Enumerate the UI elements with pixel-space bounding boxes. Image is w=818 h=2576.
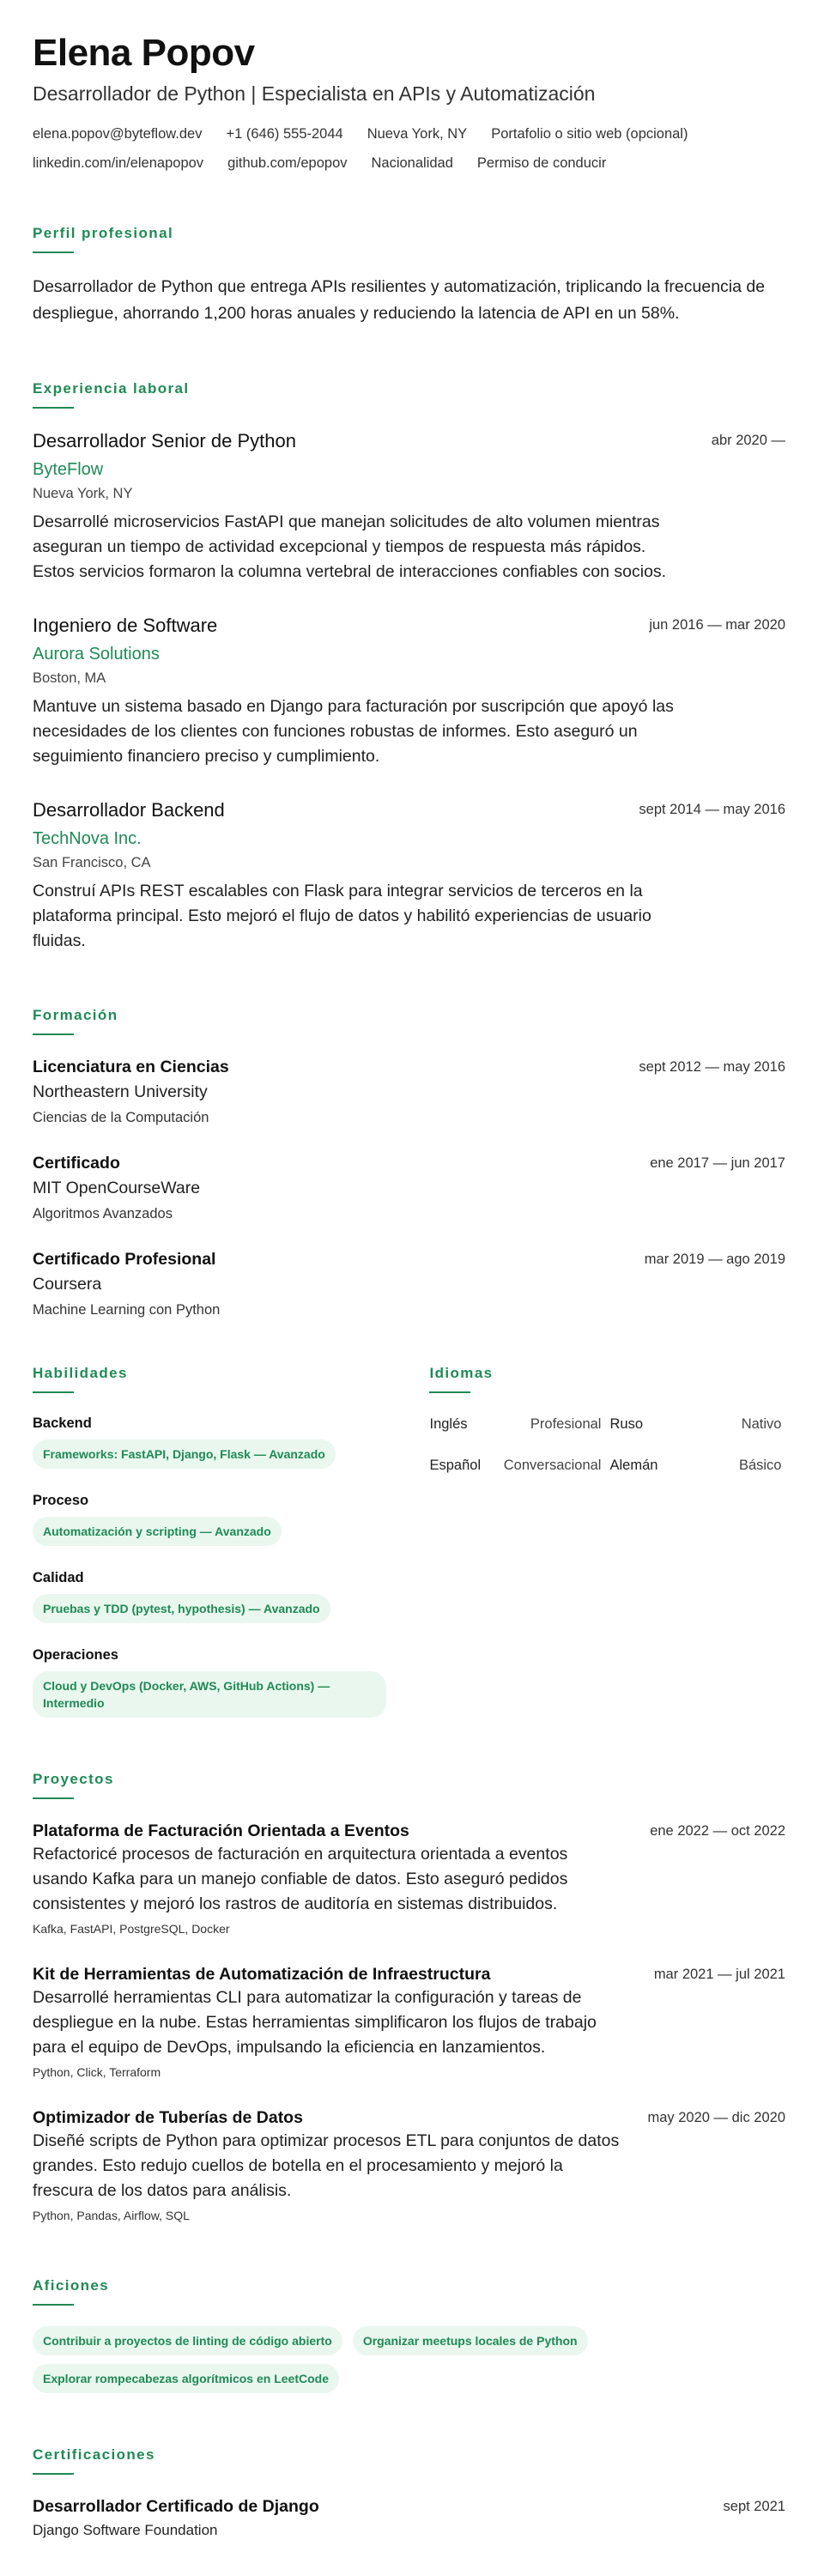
language-level: Básico <box>738 1458 782 1473</box>
contact-github[interactable]: github.com/epopov <box>227 155 348 171</box>
skills-languages-row <box>33 1365 785 1718</box>
language-name: Ruso <box>609 1416 644 1432</box>
section-title: Experiencia laboral <box>33 380 190 397</box>
certification-issuer: Django Software Foundation <box>33 2522 218 2538</box>
education-date: ene 2017 — jun 2017 <box>650 1155 785 1171</box>
education-section <box>33 1007 785 1320</box>
job-description: Construí APIs REST escalables con Flask para integrar servicios de terceros en la plataforma principal. Esto mejoró el flujo de datos y habilitó experiencias de usuario fluidas. <box>33 882 651 950</box>
education-field: Algoritmos Avanzados <box>33 1206 173 1221</box>
language-list <box>429 1414 785 1476</box>
section-divider <box>33 252 74 253</box>
contact-location: Nueva York, NY <box>367 126 468 142</box>
job-role: Desarrollador Backend <box>33 799 225 821</box>
project-description: Diseñé scripts de Python para optimizar procesos ETL para conjuntos de datos grandes. Esto redujo cuellos de botella en el procesamiento y mejoró la frescura de los datos para análisis. <box>33 2131 620 2200</box>
job-entry <box>33 429 785 585</box>
job-description: Mantuve un sistema basado en Django para facturación por suscripción que apoyó las necesidades de los clientes con funciones robustas de informes. Esto aseguró un seguimiento financiero preciso y cumplimiento. <box>33 697 674 766</box>
job-location: San Francisco, CA <box>33 855 151 870</box>
job-date: sept 2014 — may 2016 <box>639 802 785 817</box>
education-degree: Certificado <box>33 1154 120 1173</box>
education-institution: Northeastern University <box>33 1082 208 1101</box>
section-title: Perfil profesional <box>33 225 174 241</box>
education-institution: Coursera <box>33 1275 102 1294</box>
language-name: Español <box>429 1458 482 1473</box>
contact-portfolio[interactable]: Portafolio o sitio web (opcional) <box>491 126 688 142</box>
education-entry <box>33 1056 785 1128</box>
skill-group-name: Proceso <box>33 1493 89 1508</box>
contact-linkedin[interactable]: linkedin.com/in/elenapopov <box>33 155 204 171</box>
job-location: Nueva York, NY <box>33 486 133 501</box>
section-divider <box>33 1797 74 1799</box>
skill-group <box>33 1646 418 1718</box>
skill-group <box>33 1491 418 1546</box>
certification-date: sept 2021 <box>723 2499 785 2514</box>
project-tech: Python, Click, Terraform <box>33 2065 161 2079</box>
candidate-name: Elena Popov <box>33 32 255 74</box>
education-field: Ciencias de la Computación <box>33 1110 209 1125</box>
section-title: Formación <box>33 1007 118 1023</box>
hobby-list <box>33 2326 633 2393</box>
job-entry <box>33 614 785 769</box>
project-entry <box>33 2106 785 2224</box>
section-divider <box>33 2304 74 2306</box>
certifications-section <box>33 2446 785 2542</box>
hobby-chip: Organizar meetups locales de Python <box>353 2326 588 2355</box>
contact-email[interactable]: elena.popov@byteflow.dev <box>33 126 203 142</box>
job-date: abr 2020 — <box>711 433 785 448</box>
contact-license: Permiso de conducir <box>476 155 607 171</box>
education-entry <box>33 1152 785 1224</box>
education-date: sept 2012 — may 2016 <box>639 1059 785 1075</box>
resume-header <box>33 31 785 172</box>
education-institution: MIT OpenCourseWare <box>33 1179 201 1197</box>
contact-list <box>33 125 771 172</box>
education-entry <box>33 1248 785 1320</box>
certification-entry <box>33 2495 785 2542</box>
project-description: Refactoricé procesos de facturación en arquitectura orientada a eventos usando Kafka para un manejo confiable de datos. Esto aseguró pedidos consistentes y mejoró los rastros de auditoría en sistemas distribuidos. <box>33 1845 568 1913</box>
profile-summary: Desarrollador de Python que entrega APIs resilientes y automatización, triplicando la frecuencia de despliegue, ahorrando 1,200 horas anuales y reduciendo la latencia de API en un 58%. <box>33 277 766 323</box>
section-title: Certificaciones <box>33 2446 155 2463</box>
job-role: Ingeniero de Software <box>33 615 218 636</box>
section-divider <box>33 407 74 409</box>
language-item <box>609 1455 781 1476</box>
project-name: Plataforma de Facturación Orientada a Eventos <box>33 1821 409 1840</box>
language-item <box>429 1414 601 1434</box>
hobbies-section <box>33 2277 785 2393</box>
hobby-chip: Contribuir a proyectos de linting de código abierto <box>33 2326 342 2355</box>
skill-group <box>33 1568 418 1623</box>
language-level: Nativo <box>741 1416 782 1432</box>
skill-group-name: Operaciones <box>33 1647 118 1663</box>
project-date: may 2020 — dic 2020 <box>647 2110 785 2125</box>
section-divider <box>33 1391 74 1393</box>
section-divider <box>33 1033 74 1035</box>
section-divider <box>33 2473 74 2475</box>
project-entry <box>33 1820 785 1937</box>
job-entry <box>33 798 785 954</box>
contact-nationality: Nacionalidad <box>371 155 453 171</box>
project-date: ene 2022 — oct 2022 <box>650 1823 785 1839</box>
skill-group-name: Calidad <box>33 1570 84 1585</box>
skill-chip: Frameworks: FastAPI, Django, Flask — Avanzado <box>33 1440 336 1469</box>
projects-section <box>33 1771 785 2224</box>
profile-section <box>33 225 785 327</box>
project-entry <box>33 1963 785 2081</box>
job-company: Aurora Solutions <box>33 645 160 664</box>
education-degree: Certificado Profesional <box>33 1250 216 1269</box>
skills-section <box>33 1365 418 1718</box>
job-company: TechNova Inc. <box>33 829 142 848</box>
education-date: mar 2019 — ago 2019 <box>644 1252 785 1267</box>
project-name: Optimizador de Tuberías de Datos <box>33 2108 303 2127</box>
section-title: Proyectos <box>33 1771 114 1787</box>
certification-name: Desarrollador Certificado de Django <box>33 2497 319 2516</box>
skill-chip: Pruebas y TDD (pytest, hypothesis) — Avanzado <box>33 1594 330 1623</box>
section-divider <box>429 1391 470 1393</box>
job-description: Desarrollé microservicios FastAPI que manejan solicitudes de alto volumen mientras aseguran un tiempo de actividad excepcional y tiempos de respuesta más rápidos. Estos servicios formaron la columna vertebral de interacciones confiables con socios. <box>33 512 667 581</box>
job-company: ByteFlow <box>33 460 104 479</box>
language-name: Alemán <box>609 1458 658 1473</box>
experience-section <box>33 380 785 954</box>
skill-group <box>33 1414 418 1469</box>
language-item <box>429 1455 601 1476</box>
job-date: jun 2016 — mar 2020 <box>649 617 785 633</box>
project-tech: Kafka, FastAPI, PostgreSQL, Docker <box>33 1922 230 1936</box>
section-title: Aficiones <box>33 2277 110 2294</box>
section-title: Idiomas <box>429 1365 494 1381</box>
contact-phone[interactable]: +1 (646) 555-2044 <box>226 126 343 142</box>
languages-section <box>429 1365 785 1718</box>
project-description: Desarrollé herramientas CLI para automatizar la configuración y tareas de despliegue en la nube. Estas herramientas simplificaron los flujos de trabajo para el equipo de DevOps, impulsando la eficiencia en lanzamientos. <box>33 1988 597 2057</box>
job-location: Boston, MA <box>33 670 106 686</box>
language-item <box>609 1414 781 1434</box>
language-name: Inglés <box>429 1416 468 1432</box>
hobby-chip: Explorar rompecabezas algorítmicos en LeetCode <box>33 2364 339 2393</box>
candidate-title: Desarrollador de Python | Especialista en APIs y Automatización <box>33 82 596 105</box>
job-role: Desarrollador Senior de Python <box>33 430 296 452</box>
language-level: Profesional <box>530 1416 602 1432</box>
project-date: mar 2021 — jul 2021 <box>653 1967 785 1982</box>
project-name: Kit de Herramientas de Automatización de Infraestructura <box>33 1965 491 1984</box>
education-degree: Licenciatura en Ciencias <box>33 1058 229 1076</box>
skill-chip: Cloud y DevOps (Docker, AWS, GitHub Actions) — Intermedio <box>33 1671 386 1718</box>
skill-group-name: Backend <box>33 1415 92 1431</box>
education-field: Machine Learning con Python <box>33 1302 221 1318</box>
language-level: Conversacional <box>503 1458 602 1473</box>
section-title: Habilidades <box>33 1365 128 1381</box>
project-tech: Python, Pandas, Airflow, SQL <box>33 2209 190 2222</box>
skill-chip: Automatización y scripting — Avanzado <box>33 1517 282 1546</box>
